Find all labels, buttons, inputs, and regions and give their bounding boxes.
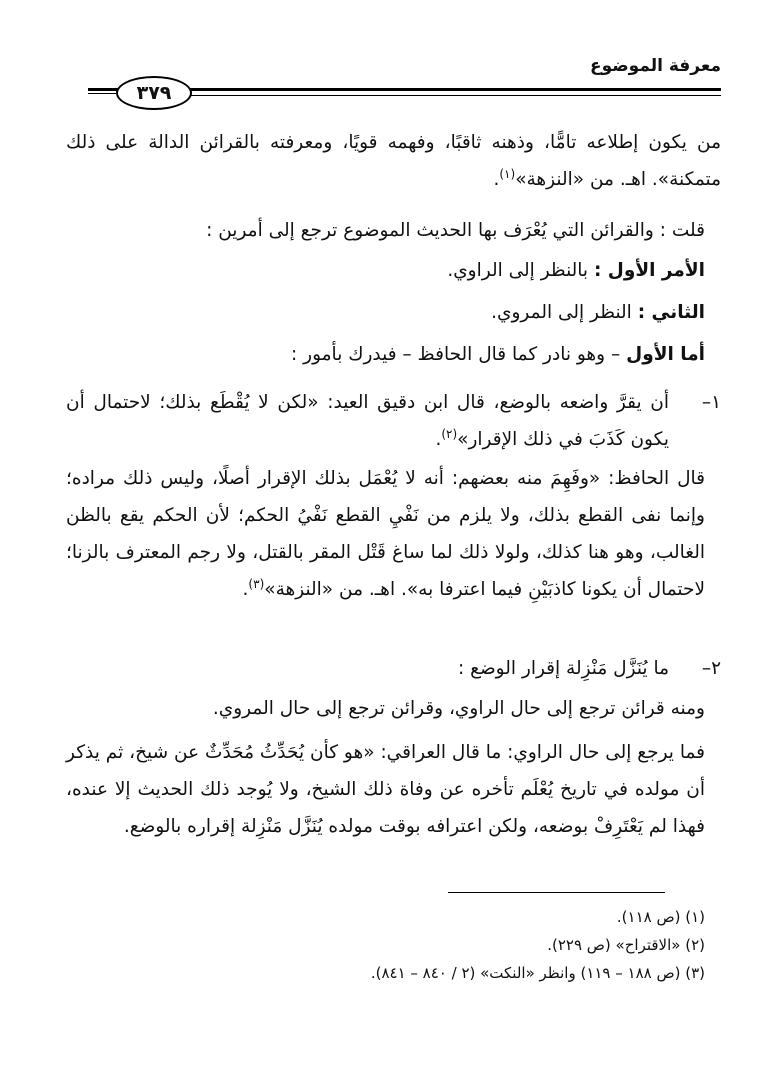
second-matter-label: الثاني : bbox=[637, 302, 705, 323]
footnote-separator bbox=[448, 892, 665, 893]
footnote-ref-3: (٣) bbox=[248, 576, 265, 591]
header-rule-left bbox=[88, 93, 116, 94]
page-number: ٣٧٩ bbox=[116, 76, 192, 110]
footnote-1: (١) (ص ١١٨). bbox=[616, 908, 705, 926]
footnote-2: (٢) «الاقتراح» (ص ٢٢٩). bbox=[547, 936, 705, 954]
paragraph-second-matter bbox=[66, 294, 705, 331]
header-rule-thin bbox=[188, 95, 721, 96]
hafiz-quote-text: قال الحافظ: «وفَهِمَ منه بعضهم: أنه لا يُعْمَل بذلك الإقرار أصلًا، وليس ذلك مراده؛ وإنما نفى القطع بذلك، ولا يلزم من نَفْيِ القطع نَفْيُ الحكم؛ لأن الحكم يقع بالظن الغالب، وهو هنا كذلك، ولولا ذلك لما ساغ قَتْل المقر بالقتل، ولا رجم المعترف بالزنا؛ لاحتمال أن يكونا كاذبَيْنِ فيما اعترفا به». اهـ. من «النزهة» bbox=[66, 468, 705, 600]
list-item-2 bbox=[66, 650, 721, 687]
paragraph-intro-text: من يكون إطلاعه تامًّا، وذهنه ثاقبًا، وفهمه قويًا، ومعرفته بالقرائن الدالة على ذلك متمكنة». اهـ. من «النزهة» bbox=[66, 132, 721, 190]
paragraph-qult: قلت : والقرائن التي يُعْرَف بها الحديث الموضوع ترجع إلى أمرين : bbox=[206, 220, 705, 241]
list-item-1-body: أن يقرَّ واضعه بالوضع، قال ابن دقيق العيد: «لكن لا يُقْطَع بذلك؛ لاحتمال أن يكون كَذَبَ في ذلك الإقرار»$^{(٢)}$. bbox=[66, 392, 669, 450]
paragraph-intro: من يكون إطلاعه تامًّا، وذهنه ثاقبًا، وفهمه قويًا، ومعرفته بالقرائن الدالة على ذلك متمكنة». اهـ. من «النزهة»$^{(١)}$. bbox=[66, 132, 721, 190]
as-for-first-text: – وهو نادر كما قال الحافظ – فيدرك بأمور : bbox=[291, 344, 621, 365]
list-item-1-number: ١– bbox=[701, 392, 721, 413]
list-item-2-text: ما يُنَزَّل مَنْزِلة إقرار الوضع : bbox=[458, 658, 669, 679]
second-matter-text: النظر إلى المروي. bbox=[491, 302, 632, 323]
paragraph-first-matter bbox=[66, 252, 705, 289]
footnote-ref-1: (١) bbox=[499, 166, 516, 181]
paragraph-hafiz-quote: قال الحافظ: «وفَهِمَ منه بعضهم: أنه لا يُعْمَل بذلك الإقرار أصلًا، وليس ذلك مراده؛ وإنما نفى القطع بذلك، ولا يلزم من نَفْيِ القطع نَفْيُ الحكم؛ لأن الحكم يقع بالظن الغالب، وهو هنا كذلك، ولولا ذلك لما ساغ قَتْل المقر بالقتل، ولا رجم المعترف بالزنا؛ لاحتمال أن يكونا كاذبَيْنِ فيما اعترفا به». اهـ. من «النزهة»$^{(٣)}$. bbox=[66, 468, 705, 600]
as-for-first-label: أما الأول bbox=[626, 344, 705, 365]
list-item-1-text: أن يقرَّ واضعه بالوضع، قال ابن دقيق العيد: «لكن لا يُقْطَع بذلك؛ لاحتمال أن يكون كَذَبَ في ذلك الإقرار» bbox=[66, 392, 669, 450]
paragraph-iraqi-quote: فما يرجع إلى حال الراوي: ما قال العراقي: «هو كأن يُحَدِّثُ مُحَدِّثٌ عن شيخ، ثم يذكر أن مولده في تاريخ يُعْلَم تأخره عن وفاة ذلك الشيخ، ولا يُوجد ذلك الحديث إلا عنده، فهذا لم يَعْتَرِفْ بوضعه، ولكن اعترافه بوقت مولده يُنَزَّل مَنْزِلة إقراره بالوضع. bbox=[66, 742, 705, 837]
first-matter-text: بالنظر إلى الراوي. bbox=[447, 260, 589, 281]
first-matter-label: الأمر الأول : bbox=[593, 260, 705, 281]
paragraph-as-for-first bbox=[66, 336, 705, 373]
footnote-ref-2: (٢) bbox=[441, 426, 458, 441]
paragraph-indicators: ومنه قرائن ترجع إلى حال الراوي، وقرائن ترجع إلى حال المروي. bbox=[212, 698, 705, 719]
list-item-1 bbox=[66, 384, 721, 458]
list-item-2-number: ٢– bbox=[701, 658, 721, 679]
footnote-3: (٣) (ص ١٨٨ – ١١٩) وانظر «النكت» (٢ / ٨٤٠ – ٨٤١). bbox=[370, 964, 705, 982]
running-header-title: معرفة الموضوع bbox=[589, 56, 721, 76]
